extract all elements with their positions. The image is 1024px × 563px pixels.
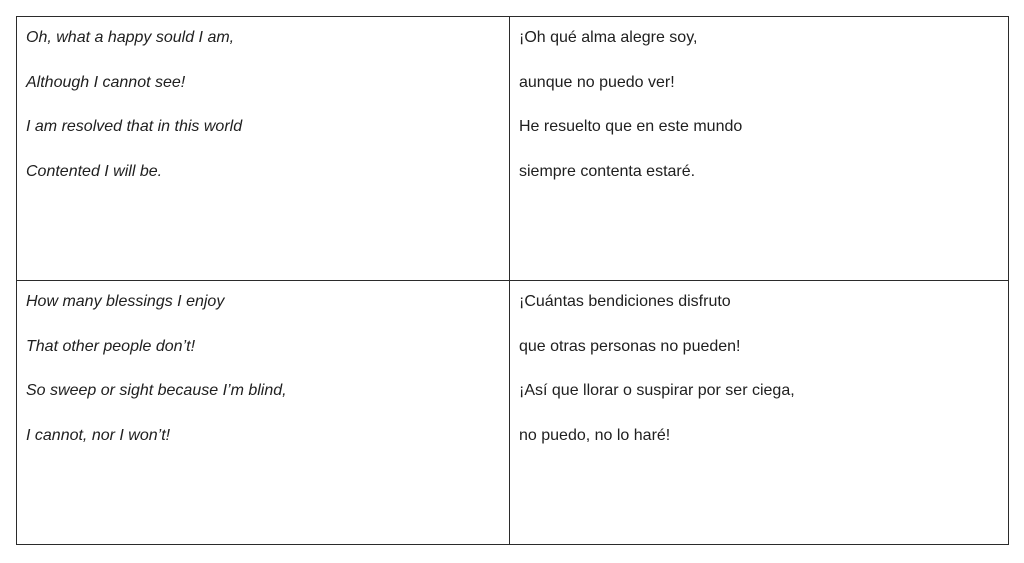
stanza-2-english-line-2: That other people don’t! bbox=[26, 337, 196, 355]
stanza-2-spanish-line-2: que otras personas no pueden! bbox=[519, 337, 741, 355]
stanza-1-english-line-3: I am resolved that in this world bbox=[26, 118, 243, 135]
stanza-2-spanish-line-3: ¡Así que llorar o suspirar por ser ciega, bbox=[519, 382, 795, 399]
stanza-1-spanish-line-4: siempre contenta estaré. bbox=[519, 162, 696, 180]
stanza-2-english-cell bbox=[17, 281, 510, 544]
stanza-2-english-line-1: How many blessings I enjoy bbox=[26, 293, 225, 310]
stanza-1-english-cell bbox=[17, 17, 510, 281]
stanza-1-english-line-2: Although I cannot see! bbox=[26, 73, 186, 91]
stanza-1-spanish-cell bbox=[510, 17, 1008, 281]
stanza-2-english-line-4: I cannot, nor I won’t! bbox=[26, 426, 171, 444]
stanza-2-english-line-3: So sweep or sight because I’m blind, bbox=[26, 382, 287, 399]
stanza-1-english-line-1: Oh, what a happy sould I am, bbox=[26, 29, 235, 46]
stanza-1-spanish-line-2: aunque no puedo ver! bbox=[519, 73, 675, 91]
stanza-1-spanish-line-1: ¡Oh qué alma alegre soy, bbox=[519, 29, 698, 46]
stanza-1-english-line-4: Contented I will be. bbox=[26, 162, 163, 180]
stanza-1-spanish-line-3: He resuelto que en este mundo bbox=[519, 118, 743, 135]
stanza-2-spanish-line-1: ¡Cuántas bendiciones disfruto bbox=[519, 293, 731, 310]
translation-table bbox=[16, 16, 1009, 545]
stanza-2-spanish-cell bbox=[510, 281, 1008, 544]
stanza-2-spanish-line-4: no puedo, no lo haré! bbox=[519, 426, 671, 444]
